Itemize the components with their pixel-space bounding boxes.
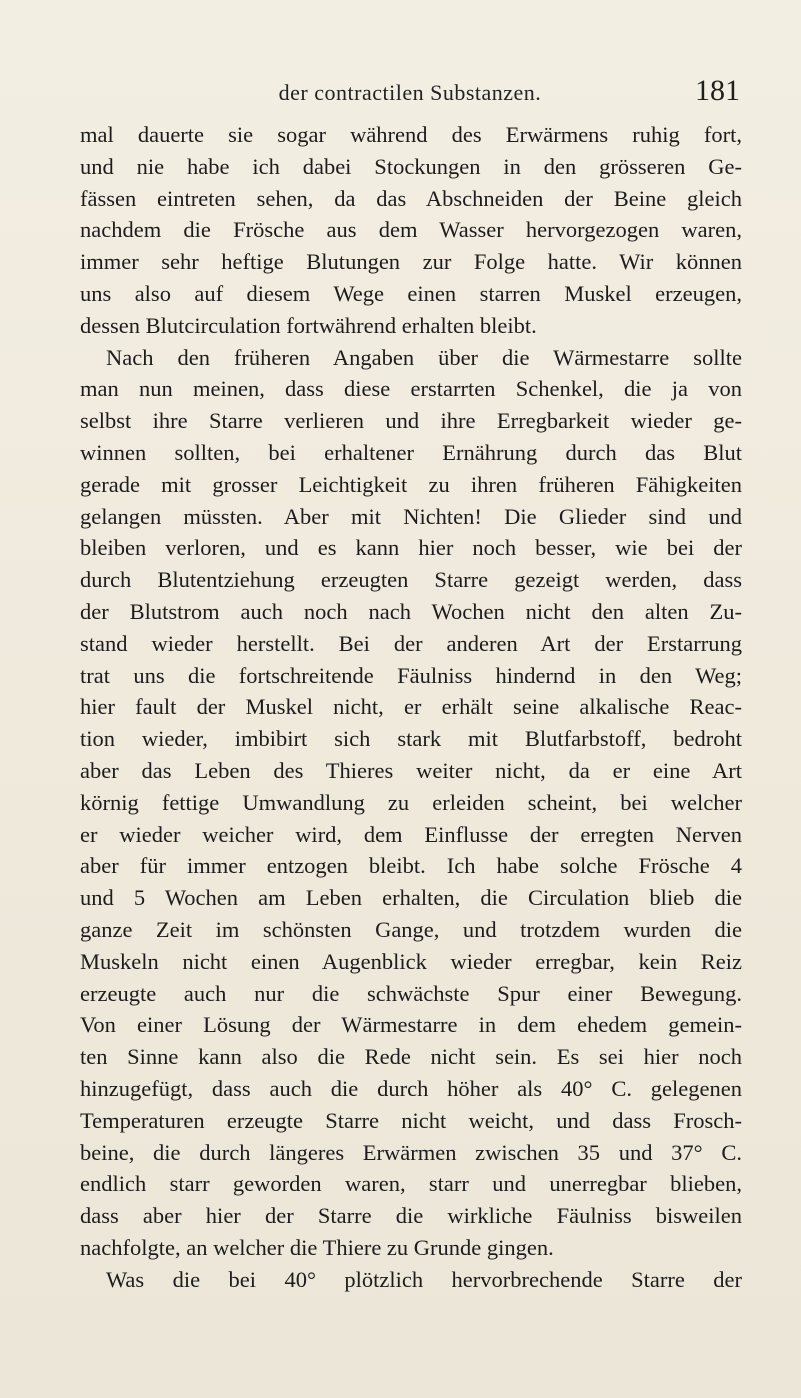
text-line: nachfolgte, an welcher die Thiere zu Grunde gingen. [80,1234,554,1260]
text-line: man nun meinen, dass diese erstarrten Schenkel, die ja von [80,376,742,402]
text-line: Nach den früheren Angaben über die Wärmestarre sollte [106,344,742,370]
text-line: trat uns die fortschreitende Fäulniss hindernd in den Weg; [80,662,742,688]
text-line: bleiben verloren, und es kann hier noch besser, wie bei der [80,535,742,561]
text-line: stand wieder herstellt. Bei der anderen Art der Erstarrung [80,630,742,656]
text-line: ganze Zeit im schönsten Gange, und trotzdem wurden die [80,916,742,942]
text-line: dass aber hier der Starre die wirkliche Fäulniss bisweilen [80,1203,742,1229]
text-line: ten Sinne kann also die Rede nicht sein. Es sei hier noch [80,1044,742,1070]
page-number: 181 [695,74,740,107]
text-line: mal dauerte sie sogar während des Erwärmens ruhig fort, [80,122,742,147]
text-line: und 5 Wochen am Leben erhalten, die Circulation blieb die [80,885,742,911]
text-line: aber für immer entzogen bleibt. Ich habe solche Frösche 4 [80,853,742,879]
text-line: winnen sollten, bei erhaltener Ernährung durch das Blut [80,439,742,465]
text-line: dessen Blutcirculation fortwährend erhalten bleibt. [80,312,537,338]
text-line: gerade mit grosser Leichtigkeit zu ihren früheren Fähigkeiten [80,471,742,497]
text-line: beine, die durch längeres Erwärmen zwischen 35 und 37° C. [80,1139,742,1165]
text-line: körnig fettige Umwandlung zu erleiden scheint, bei welcher [80,789,742,815]
text-line: tion wieder, imbibirt sich stark mit Blutfarbstoff, bedroht [80,726,742,752]
text-line: Was die bei 40° plötzlich hervorbrechende Starre der [106,1266,742,1292]
text-line: erzeugte auch nur die schwächste Spur einer Bewegung. [80,980,742,1006]
text-line: selbst ihre Starre verlieren und ihre Erregbarkeit wieder ge- [80,408,742,434]
text-line: durch Blutentziehung erzeugten Starre gezeigt werden, dass [80,567,742,593]
text-line: Von einer Lösung der Wärmestarre in dem ehedem gemein- [80,1012,742,1038]
body-text [80,119,742,1295]
text-line: fässen eintreten sehen, da das Abschneiden der Beine gleich [80,185,742,211]
text-line: immer sehr heftige Blutungen zur Folge hatte. Wir können [80,249,742,275]
text-line: hier fault der Muskel nicht, er erhält seine alkalische Reac- [80,694,742,720]
text-line: gelangen müssten. Aber mit Nichten! Die Glieder sind und [80,503,742,529]
text-line: der Blutstrom auch noch nach Wochen nicht den alten Zu- [80,598,742,624]
text-line: endlich starr geworden waren, starr und unerregbar blieben, [80,1171,742,1197]
text-line: er wieder weicher wird, dem Einflusse der erregten Nerven [80,821,742,847]
text-line: und nie habe ich dabei Stockungen in den grösseren Ge- [80,153,742,179]
text-line: Muskeln nicht einen Augenblick wieder erregbar, kein Reiz [80,948,742,974]
text-line: nachdem die Frösche aus dem Wasser hervorgezogen waren, [80,217,742,243]
text-line: aber das Leben des Thieres weiter nicht, da er eine Art [80,757,742,783]
running-title: der contractilen Substanzen. [278,80,542,105]
running-head [80,74,740,114]
text-line: hinzugefügt, dass auch die durch höher als 40° C. gelegenen [80,1075,742,1101]
text-line: Temperaturen erzeugte Starre nicht weicht, und dass Frosch- [80,1107,742,1133]
text-line: uns also auf diesem Wege einen starren Muskel erzeugen, [80,280,742,306]
